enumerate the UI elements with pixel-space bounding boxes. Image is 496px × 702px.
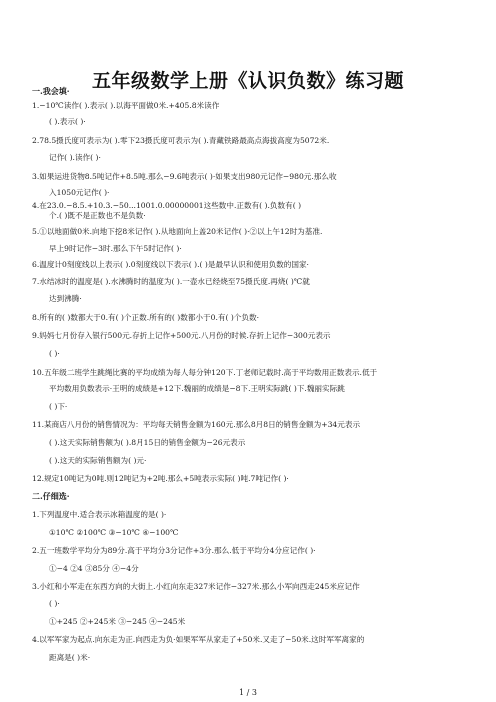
section-heading-fill: 一.我会填· — [32, 86, 70, 96]
question-line: 4.以军军家为起点.向东走为正.向西走为负·如果军军从家走了+50米.又走了−50米.这时军军离家的 — [32, 635, 365, 644]
options-line: ①−4 ②4 ③85分 ④−4分 — [49, 564, 139, 573]
question-line: 10.五年级二班学生跳绳比赛的平均成绩为每人每分钟120下.丁老师记载时.高于平均数用正数表示.低于 — [32, 368, 378, 377]
question-line: 入1050元记作( )· — [49, 188, 110, 197]
question-line: 7.水结冰时的温度是( ).水沸腾时的温度为( ).一壶水已经烧至75摄氏度.再烧( )℃就 — [32, 277, 310, 286]
page-title: 五年级数学上册《认识负数》练习题 — [91, 70, 404, 92]
question-line: ( )· — [49, 349, 60, 358]
question-line: 2.五一班数学平均分为89分.高于平均分3分记作+3分.那么.低于平均分4分应记作( )· — [32, 546, 316, 555]
question-line: 5.①以地面做0米.向地下挖8米记作( ).从地面向上盖20米记作( )·②以上午12时为基准. — [32, 227, 323, 236]
question-line: ( ).这天的实际销售额为( )元· — [49, 456, 147, 465]
question-line: 12.规定10吨记为0吨.则12吨记为+2吨.那么+5吨表示实际( )吨.7吨记作( )· — [32, 474, 289, 483]
question-line: 6.温度计0刻度线以上表示( ).0刻度线以下表示( ).( )是最早认识和使用负数的国家· — [32, 260, 309, 269]
question-line: 1.下列温度中.适合表示冰箱温度的是( )· — [32, 510, 167, 519]
question-line: 2.78.5摄氏度可表示为( ).零下23摄氏度可表示为( ).青藏铁路最高点海拔高度为5072米. — [32, 136, 330, 145]
question-line: ( )· — [49, 599, 60, 608]
page-number: 1 / 3 — [239, 688, 257, 697]
question-line: 记作( ).读作( )· — [49, 153, 101, 162]
question-line: 距离是( )米· — [49, 653, 91, 662]
section-heading-choice: 二.仔细选· — [32, 491, 70, 501]
question-line: 个.( )既不是正数也不是负数· — [49, 211, 146, 220]
question-line: 4.在23.0.−8.5.+10.3.−50...1001.0.00000001这些数中.正数有( ).负数有( ) — [32, 201, 302, 210]
question-line: 11.某商店八月份的销售情况为：平均每天销售金额为160元.那么8月8日的销售金额为+34元表示 — [32, 420, 361, 429]
options-line: ①10℃ ②100℃ ③−10℃ ④−100℃ — [49, 528, 179, 537]
question-line: ( ).表示( )· — [49, 117, 86, 126]
question-line: 3.小红和小军走在东西方向的大街上.小红向东走327米记作−327米.那么小军向西走245米应记作 — [32, 582, 360, 591]
question-line: 9.妈妈七月份存入银行500元.存折上记作+500元.八月份的时候.存折上记作−300元表示 — [32, 331, 331, 340]
options-line: ①+245 ②+245米 ③−245 ④−245米 — [49, 617, 186, 626]
question-line: 8.所有的( )数都大于0.有( )个正数.所有的( )数都小于0.有( )个负数· — [32, 313, 259, 322]
question-line: ( ).这天实际销售额为( ).8月15日的销售金额为−26元表示 — [49, 438, 246, 447]
question-line: 早上9时记作−3时.那么下午5时记作( )· — [49, 244, 182, 253]
question-line: 平均数用负数表示·王明的成绩是+12下.魏丽的成绩是−8下.王明实际跳( )下.魏丽实际跳 — [49, 384, 345, 393]
question-line: 达到沸腾· — [49, 294, 82, 303]
question-line: ( )下· — [49, 402, 68, 411]
question-line: 1.−10℃读作( ).表示( ).以海平面做0米.+405.8米读作 — [32, 101, 220, 110]
question-line: 3.如果运进货物8.5吨记作+8.5吨.那么−9.6吨表示( )·如果支出980元记作−980元.那么收 — [32, 172, 337, 181]
